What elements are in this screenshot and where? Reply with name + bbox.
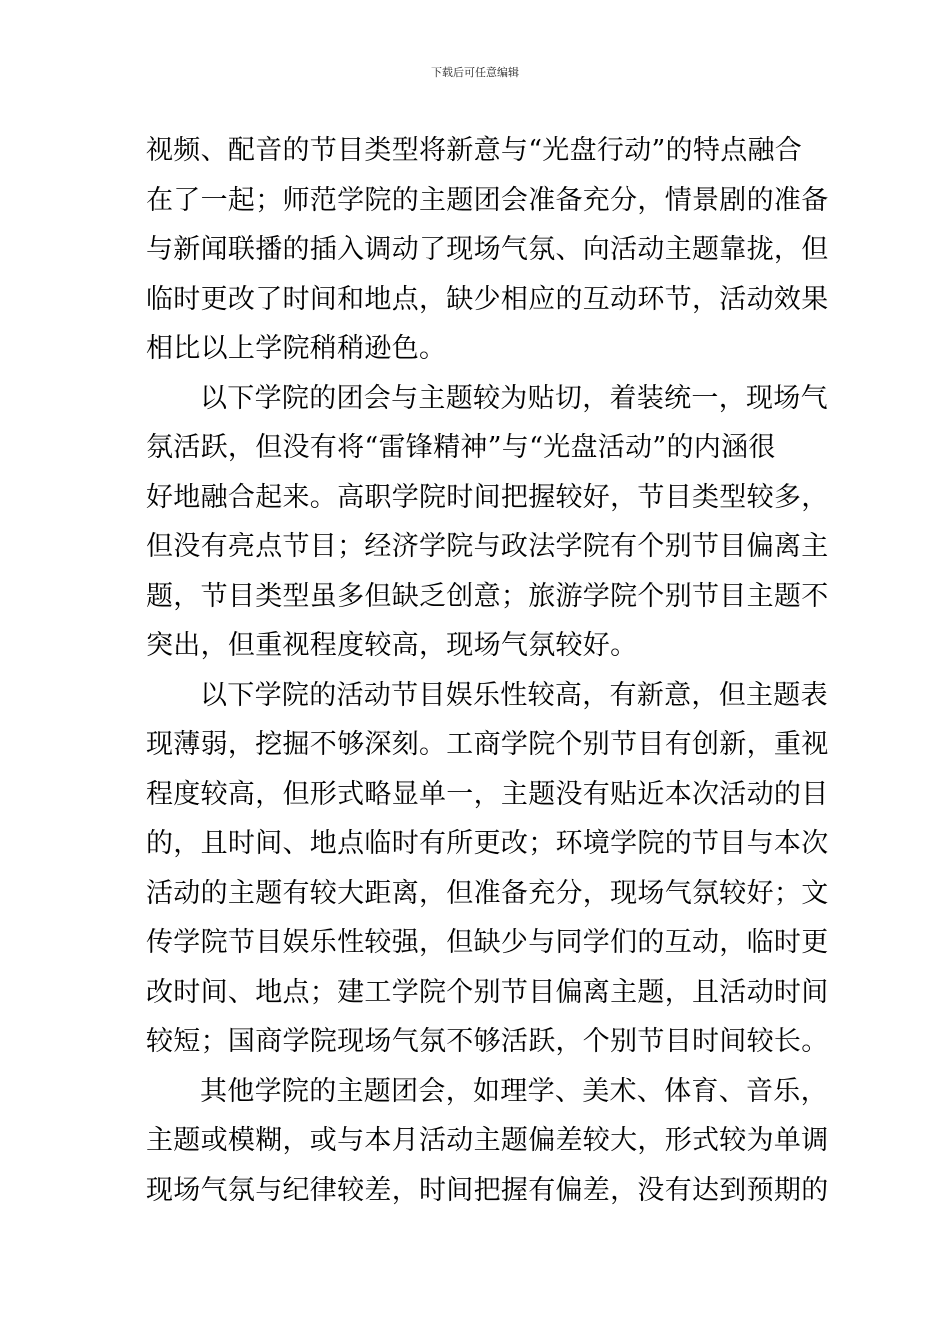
paragraph-1-line-1: 视频、配音的节目类型将新意与“光盘行动”的特点融合 [146,135,803,166]
paragraph-1-line-4: 临时更改了时间和地点，缺少相应的互动环节，活动效果 [146,283,829,315]
document-body [146,126,829,1215]
page-header-note: 下载后可任意编辑 [431,66,519,79]
paragraph-4-line-1: 其他学院的主题团会，如理学、美术、体育、音乐， [200,1075,828,1107]
paragraph-3-line-2: 现薄弱，挖掘不够深刻。工商学院个别节目有创新，重视 [146,729,829,760]
paragraph-2-line-3: 好地融合起来。高职学院时间把握较好，节目类型较多， [146,481,829,513]
paragraph-3-line-1: 以下学院的活动节目娱乐性较高，有新意，但主题表 [200,679,828,711]
paragraph-4-line-2: 主题或模糊，或与本月活动主题偏差较大，形式较为单调 [146,1125,829,1156]
paragraph-3-line-4: 的，且时间、地点临时有所更改；环境学院的节目与本次 [146,828,829,859]
paragraph-3-line-7: 改时间、地点；建工学院个别节目偏离主题，且活动时间 [146,976,829,1008]
paragraph-4-line-3: 现场气氛与纪律较差，时间把握有偏差，没有达到预期的 [146,1174,829,1206]
paragraph-2-line-4: 但没有亮点节目；经济学院与政法学院有个别节目偏离主 [146,531,829,562]
paragraph-3-line-3: 程度较高，但形式略显单一，主题没有贴近本次活动的目 [146,778,829,810]
paragraph-3-line-6: 传学院节目娱乐性较强，但缺少与同学们的互动，临时更 [146,927,829,958]
paragraph-2-line-2: 氛活跃，但没有将“雷锋精神”与“光盘活动”的内涵很 [146,432,776,463]
paragraph-2-line-6: 突出，但重视程度较高，现场气氛较好。 [146,630,638,661]
paragraph-1-line-2: 在了一起；师范学院的主题团会准备充分，情景剧的准备 [146,184,829,216]
paragraph-2-line-1: 以下学院的团会与主题较为贴切，着装统一，现场气 [200,382,828,414]
paragraph-1-line-5: 相比以上学院稍稍逊色。 [146,333,447,364]
paragraph-3-line-8: 较短；国商学院现场气氛不够活跃，个别节目时间较长。 [146,1026,829,1057]
paragraph-1-line-3: 与新闻联播的插入调动了现场气氛、向活动主题靠拢，但 [146,234,829,265]
paragraph-3-line-5: 活动的主题有较大距离，但准备充分，现场气氛较好；文 [146,877,829,909]
paragraph-2-line-5: 题，节目类型虽多但缺乏创意；旅游学院个别节目主题不 [146,580,829,612]
